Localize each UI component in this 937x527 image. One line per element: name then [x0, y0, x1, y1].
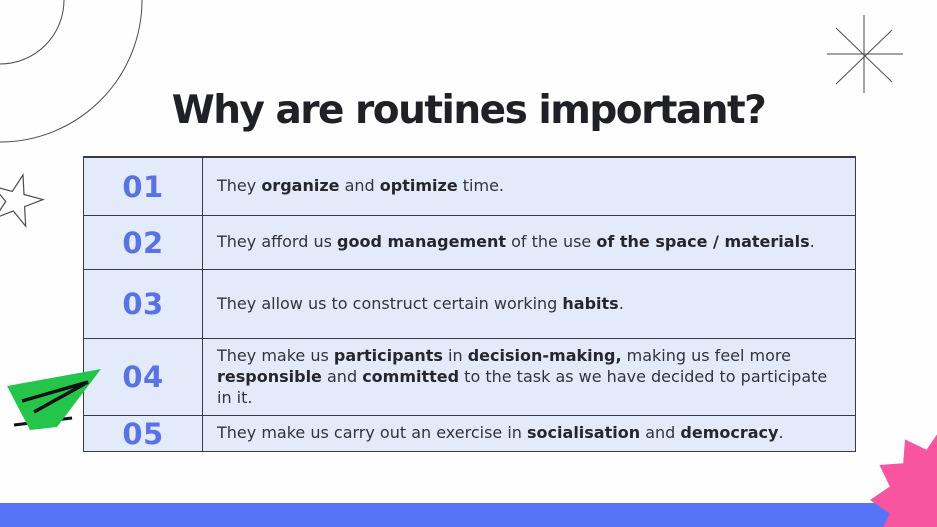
table-row [84, 269, 855, 338]
row-text: They afford us good management of the use of the space / materials. [217, 232, 815, 252]
table-row [84, 157, 855, 215]
slide-title: Why are routines important? [171, 88, 766, 133]
star-outline-icon [0, 175, 43, 226]
row-number: 03 [84, 270, 203, 338]
row-text: They make us participants in decision-making, making us feel more responsible and committed to the task as we have decided to participate in it. [217, 346, 828, 407]
row-number: 02 [84, 216, 203, 269]
row-text: They make us carry out an exercise in socialisation and democracy. [217, 423, 784, 443]
routines-table [83, 156, 856, 452]
sparkle-icon [827, 15, 903, 93]
table-row [84, 415, 855, 451]
row-text: They allow us to construct certain working habits. [217, 293, 624, 313]
table-row [84, 215, 855, 269]
row-number: 01 [84, 158, 203, 215]
bottom-accent-bar [0, 503, 937, 527]
row-number: 04 [84, 339, 203, 415]
table-row [84, 338, 855, 415]
row-text: They organize and optimize time. [217, 176, 504, 196]
row-number: 05 [84, 416, 203, 451]
